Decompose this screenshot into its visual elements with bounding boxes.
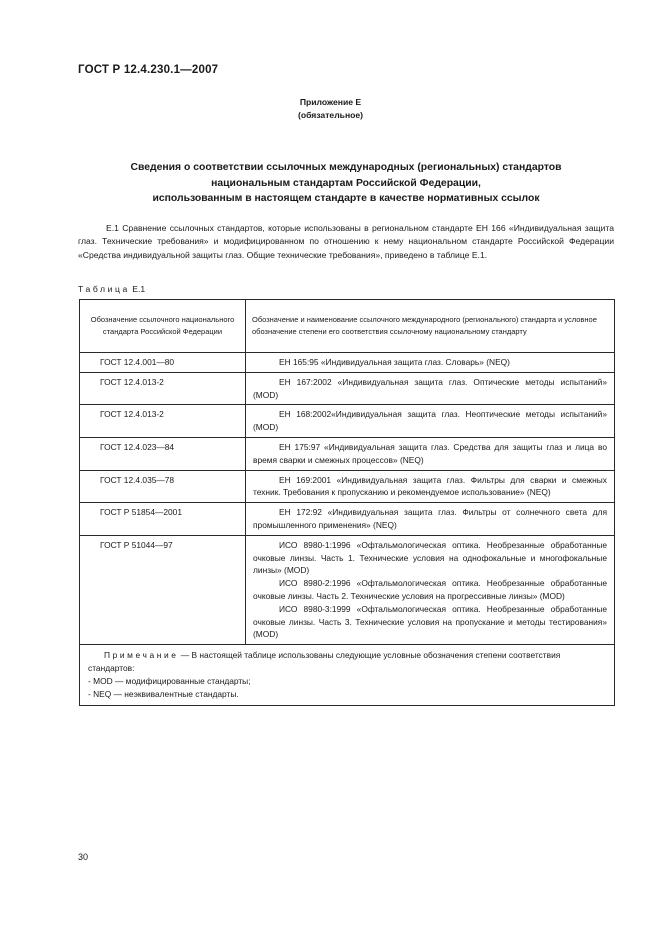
- table-row: [80, 503, 615, 536]
- note-text: — В настоящей таблице использованы следующие условные обозначения степени соответствия стандартов:: [88, 650, 561, 673]
- national-standard-cell: ГОСТ 12.4.035—78: [80, 470, 246, 503]
- heading-line: Сведения о соответствии ссылочных международных (региональных) стандартов: [130, 162, 562, 173]
- reference-cell: [246, 470, 615, 503]
- national-standard-cell: ГОСТ 12.4.001—80: [80, 353, 246, 373]
- table-caption-word: Таблица: [78, 284, 130, 294]
- table-body: [80, 353, 615, 706]
- reference-text: ИСО 8980-2:1996 «Офтальмологическая оптика. Необрезанные обработанные очковые линзы. Часть 2. Технические условия на прогрессивные линзы» (MOD): [253, 578, 607, 601]
- national-standard-cell: ГОСТ Р 51044—97: [80, 535, 246, 644]
- table-row: [80, 437, 615, 470]
- heading-line: использованным в настоящем стандарте в качестве нормативных ссылок: [152, 193, 540, 204]
- section-heading: [78, 160, 614, 207]
- intro-paragraph: Е.1 Сравнение ссылочных стандартов, которые использованы в региональном стандарте ЕН 166 «Индивидуальная защита глаз. Технические требования» и модифицированном по отношению к нему национальном стандарте Российской Федерации «Средства индивидуальной защиты глаз. Общие технические требования», приведено в таблице Е.1.: [78, 223, 614, 260]
- table-caption-number: Е.1: [132, 284, 146, 294]
- header-national-standard: Обозначение ссылочного национального стандарта Российской Федерации: [80, 300, 246, 353]
- reference-cell: [246, 437, 615, 470]
- note-label: Примечание: [104, 650, 179, 661]
- table-caption: [78, 284, 145, 294]
- table-row: [80, 372, 615, 405]
- reference-text: ИСО 8980-1:1996 «Офтальмологическая оптика. Необрезанные обработанные очковые линзы. Часть 1. Технические условия на однофокальные и многофокальные линзы» (MOD): [253, 539, 607, 576]
- heading-line: национальным стандартам Российской Федерации,: [211, 177, 481, 189]
- reference-cell: [246, 353, 615, 373]
- standard-code-header: ГОСТ Р 12.4.230.1—2007: [78, 64, 219, 76]
- reference-cell: [246, 405, 615, 438]
- note-item: - MOD — модифицированные стандарты;: [88, 675, 251, 686]
- national-standard-cell: ГОСТ 12.4.023—84: [80, 437, 246, 470]
- reference-text: ЕН 168:2002«Индивидуальная защита глаз. Неоптические методы испытаний» (MOD): [253, 409, 607, 433]
- table-note: [80, 645, 615, 706]
- table-header-row: [80, 300, 615, 353]
- national-standard-cell: ГОСТ 12.4.013-2: [80, 405, 246, 438]
- reference-text: ЕН 165:95 «Индивидуальная защита глаз. Словарь» (NEQ): [279, 357, 510, 367]
- annex-status: (обязательное): [297, 110, 364, 120]
- table-note-row: [80, 645, 615, 706]
- national-standard-cell: ГОСТ Р 51854—2001: [80, 503, 246, 536]
- reference-standards-table: [79, 299, 615, 706]
- note-item: - NEQ — неэквивалентные стандарты.: [88, 688, 239, 699]
- table-row: [80, 535, 615, 644]
- table-row: [80, 405, 615, 438]
- national-standard-cell: ГОСТ 12.4.013-2: [80, 372, 246, 405]
- page-number: 30: [78, 852, 89, 862]
- reference-text: ЕН 169:2001 «Индивидуальная защита глаз. Фильтры для сварки и смежных техник. Требования к пропусканию и рекомендуемое использование» (NEQ): [253, 474, 607, 498]
- reference-text: ЕН 172:92 «Индивидуальная защита глаз. Фильтры от солнечного света для промышленного применения» (NEQ): [253, 507, 607, 530]
- reference-cell: [246, 535, 615, 644]
- table-row: [80, 470, 615, 503]
- annex-title: Приложение Е: [299, 97, 362, 107]
- note-lead: [88, 649, 606, 675]
- table-row: [80, 353, 615, 373]
- header-international-standard: Обозначение и наименование ссылочного международного (регионального) стандарта и условное обозначение степени его соответствия ссылочному национальному стандарту: [246, 300, 615, 353]
- reference-cell: [246, 372, 615, 405]
- reference-text: ИСО 8980-3:1999 «Офтальмологическая оптика. Необрезанные обработанные очковые линзы. Часть 3. Технические условия на пропускание и методы тестирования» (MOD): [253, 603, 607, 640]
- reference-cell: [246, 503, 615, 536]
- reference-text: ЕН 167:2002 «Индивидуальная защита глаз. Оптические методы испытаний» (MOD): [253, 376, 607, 400]
- reference-text: ЕН 175:97 «Индивидуальная защита глаз. Средства для защиты глаз и лица во время сварки и смежных процессов» (NEQ): [253, 441, 607, 465]
